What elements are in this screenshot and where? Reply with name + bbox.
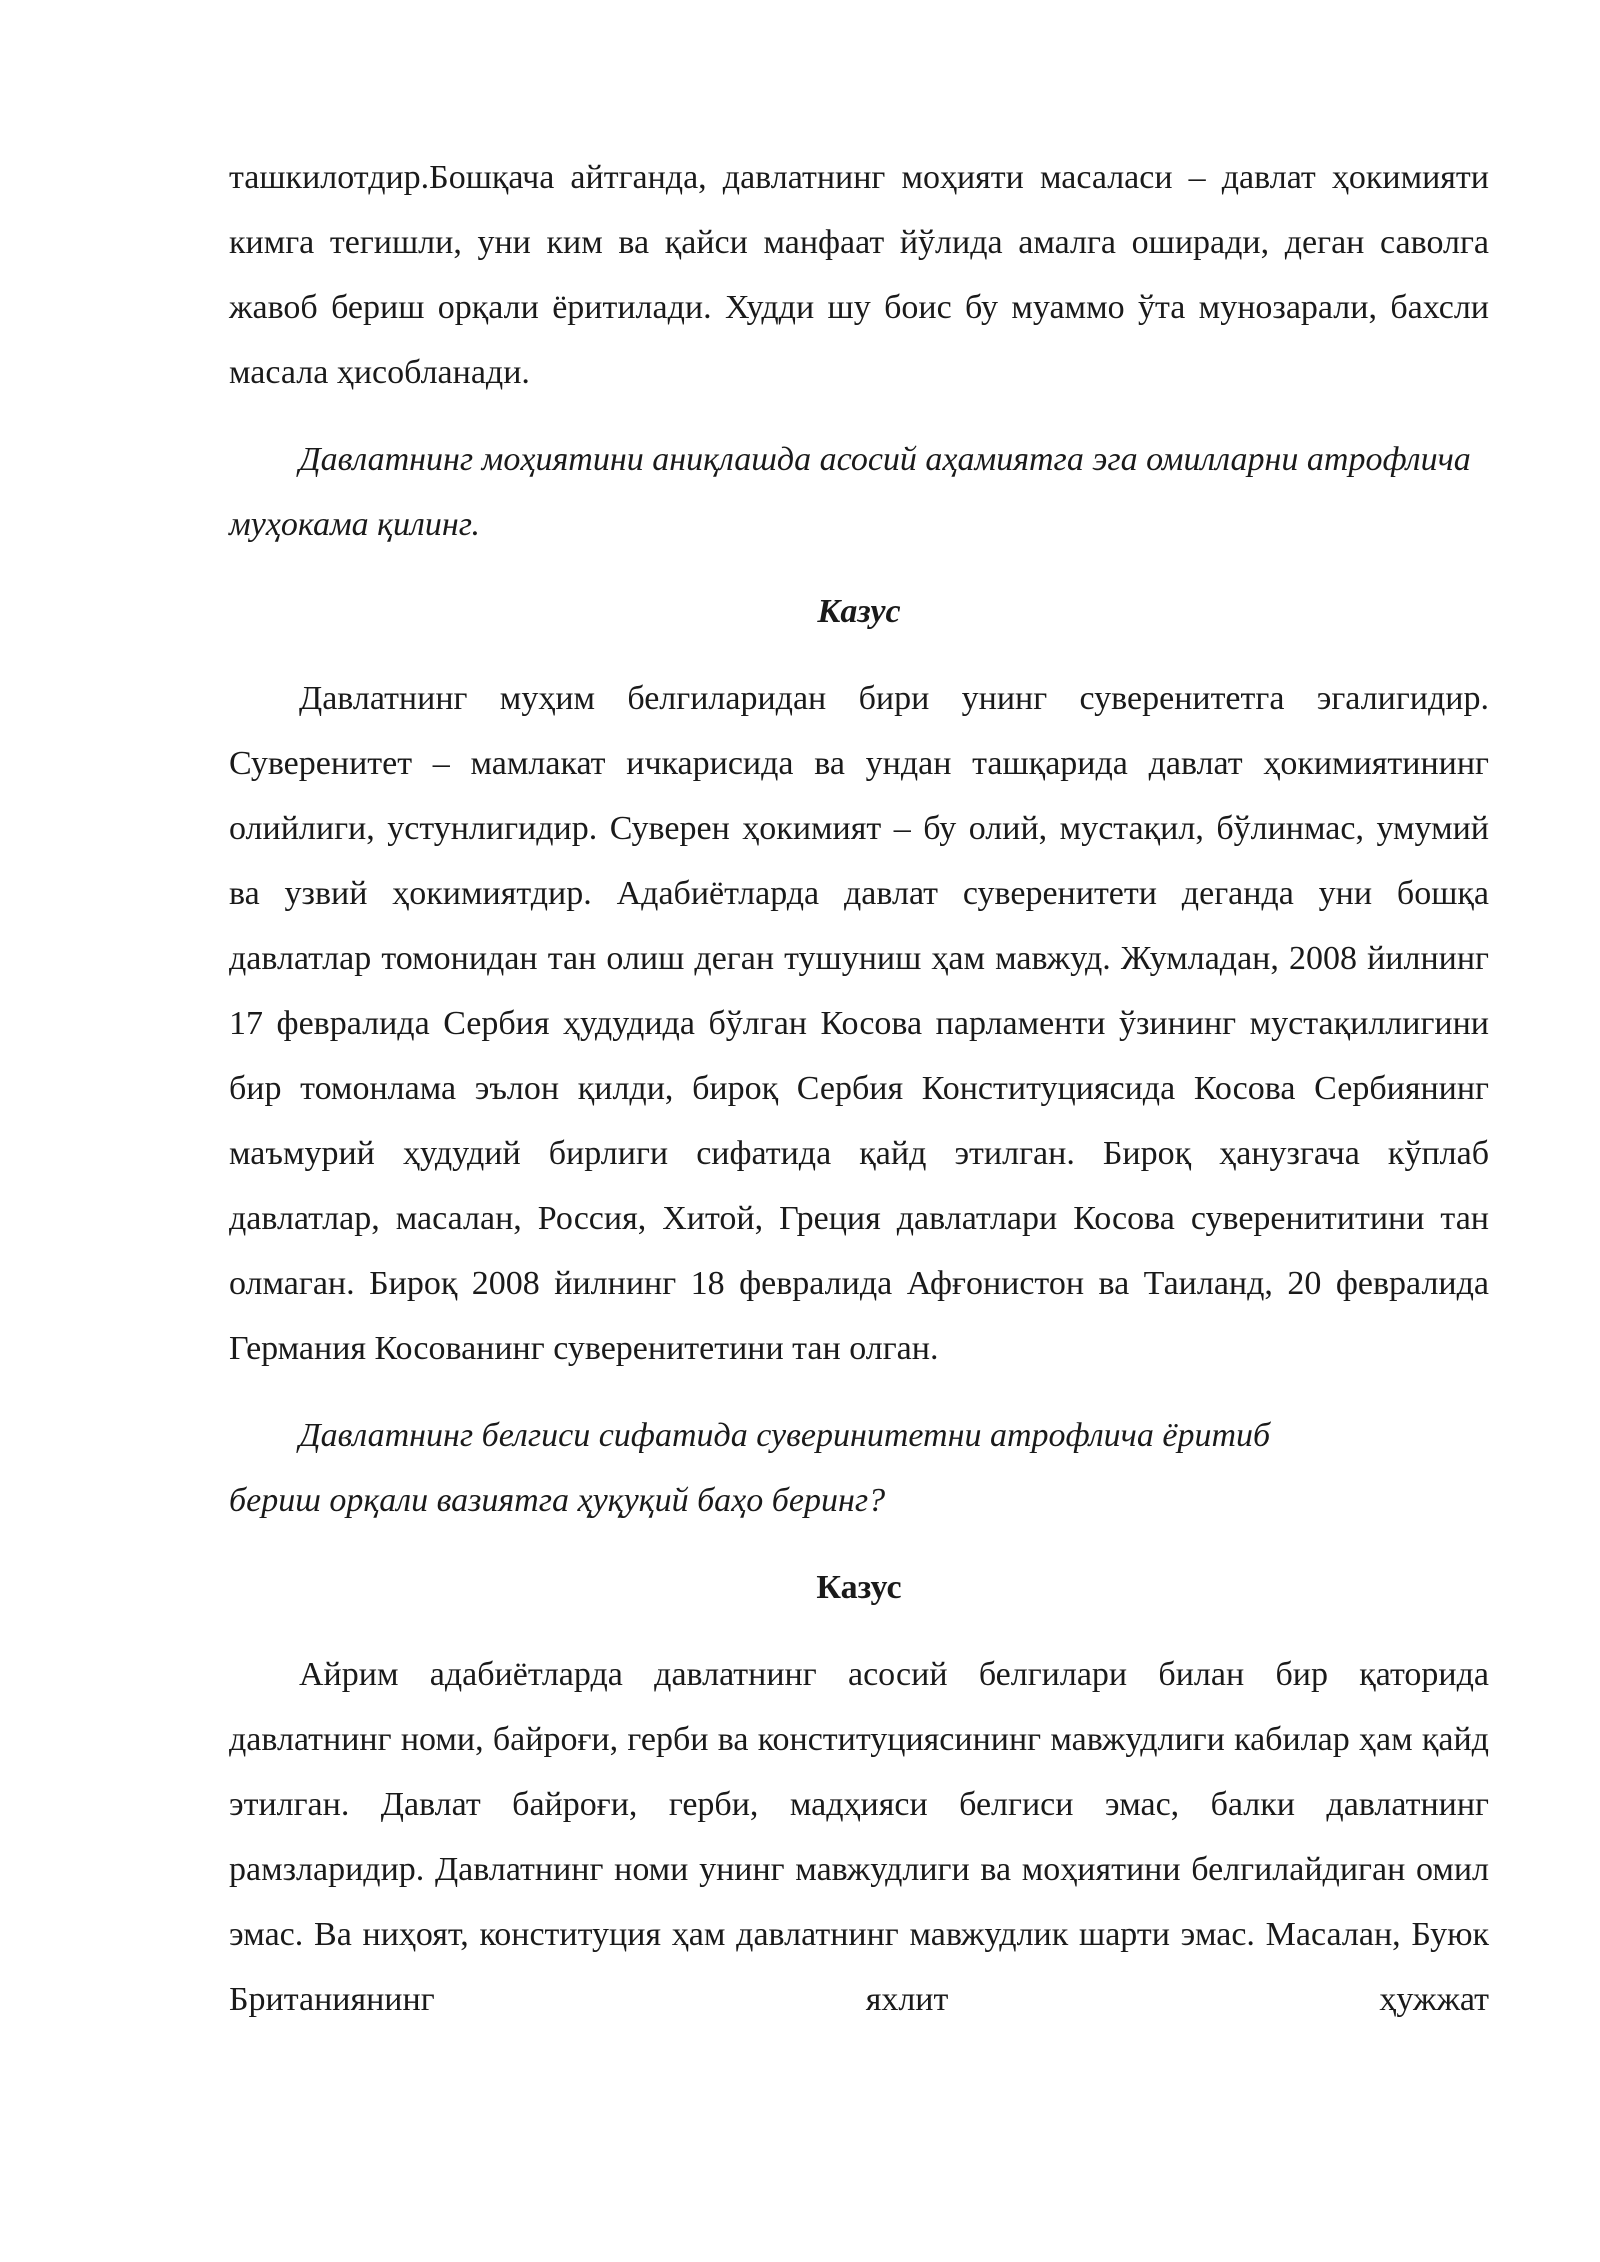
document-page — [229, 145, 1489, 2032]
discussion-question-1: Давлатнинг моҳиятини аниқлашда асосий аҳамиятга эга омилларни атрофлича муҳокама қилинг. — [229, 441, 1471, 543]
discussion-question-2-line-2: бериш орқали вазиятга ҳуқуқий баҳо беринг? — [229, 1482, 886, 1519]
case-paragraph-2: Айрим адабиётларда давлатнинг асосий белгилари билан бир қаторида давлатнинг номи, байроғи, герби ва конституциясининг мавжудлиги кабилар ҳам қайд этилган. Давлат байроғи, герби, мадҳияси белгиси эмас, балки давлатнинг рамзларидир. Давлатнинг номи унинг мавжудлиги ва моҳиятини белгилайдиган омил эмас. Ва ниҳоят, конституция ҳам давлатнинг мавжудлик шарти эмас. Масалан, Буюк Британиянинг яхлит ҳужжат — [229, 1656, 1489, 2018]
discussion-question-2-line-1: Давлатнинг белгиси сифатида суверинитетни атрофлича ёритиб — [299, 1417, 1271, 1454]
case-paragraph-1: Давлатнинг муҳим белгиларидан бири унинг суверенитетга эгалигидир. Суверенитет – мамлакат ичкарисида ва ундан ташқарида давлат ҳокимиятининг олийлиги, устунлигидир. Суверен ҳокимият – бу олий, мустақил, бўлинмас, умумий ва узвий ҳокимиятдир. Адабиётларда давлат суверенитети деганда уни бошқа давлатлар томонидан тан олиш деган тушуниш ҳам мавжуд. Жумладан, 2008 йилнинг 17 февралида Сербия ҳудудида бўлган Косова парламенти ўзининг мустақиллигини бир томонлама эълон қилди, бироқ Сербия Конституциясида Косова Сербиянинг маъмурий ҳудудий бирлиги сифатида қайд этилган. Бироқ ҳанузгача кўплаб давлатлар, масалан, Россия, Хитой, Греция давлатлари Косова суверенититини тан олмаган. Бироқ 2008 йилнинг 18 февралида Афғонистон ва Таиланд, 20 февралида Германия Косованинг суверенитетини тан олган. — [229, 680, 1489, 1367]
discussion-question-2 — [229, 1403, 1489, 1533]
case-heading-1: Казус — [817, 593, 901, 630]
case-heading-2: Казус — [816, 1569, 902, 1606]
body-paragraph-1: ташкилотдир.Бошқача айтганда, давлатнинг моҳияти масаласи – давлат ҳокимияти кимга тегишли, уни ким ва қайси манфаат йўлида амалга оширади, деган саволга жавоб бериш орқали ёритилади. Худди шу боис бу муаммо ўта мунозарали, бахсли масала ҳисобланади. — [229, 159, 1489, 391]
